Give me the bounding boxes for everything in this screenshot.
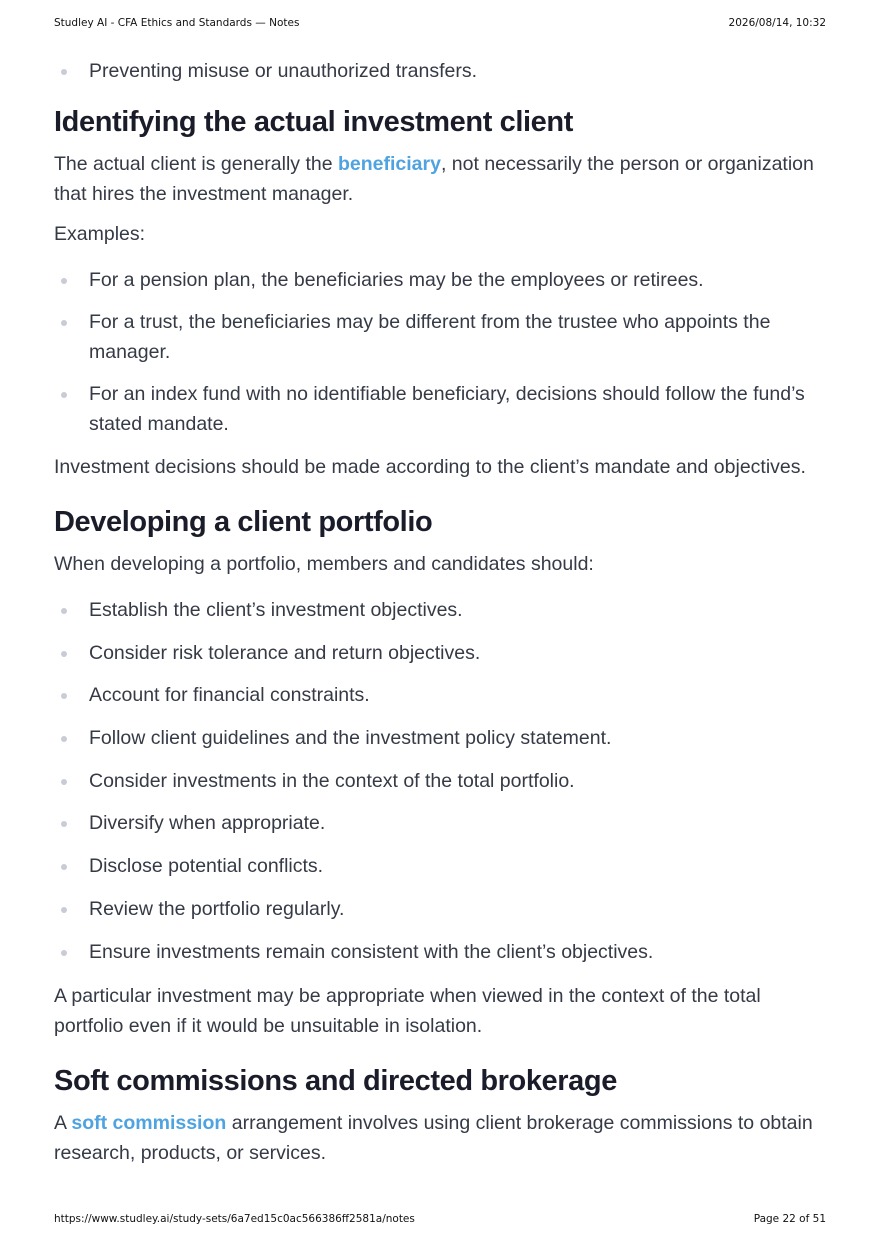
list-item-text: For a trust, the beneficiaries may be different from the trustee who appoints the manager. bbox=[89, 311, 771, 363]
list-item bbox=[54, 265, 826, 295]
bullet-dot-icon bbox=[61, 320, 67, 326]
list-item bbox=[54, 307, 826, 367]
print-header-title: Studley AI - CFA Ethics and Standards — Notes bbox=[54, 17, 300, 29]
list-item bbox=[54, 595, 826, 625]
list-item-text: For a pension plan, the beneficiaries may be the employees or retirees. bbox=[89, 269, 704, 291]
bullet-dot-icon bbox=[61, 693, 67, 699]
actual-client-closing: Investment decisions should be made according to the client’s mandate and objectives. bbox=[54, 456, 806, 478]
list-item bbox=[54, 638, 826, 668]
bullet-dot-icon bbox=[61, 864, 67, 870]
bullet-dot-icon bbox=[61, 950, 67, 956]
bullet-dot-icon bbox=[61, 651, 67, 657]
list-item-text: Review the portfolio regularly. bbox=[89, 897, 345, 920]
portfolio-closing: A particular investment may be appropriate when viewed in the context of the total portfolio even if it would be unsuitable in isolation. bbox=[54, 984, 761, 1037]
portfolio-intro: When developing a portfolio, members and candidates should: bbox=[54, 553, 594, 575]
list-item bbox=[54, 766, 826, 796]
list-item bbox=[54, 680, 826, 710]
notes-content bbox=[54, 56, 826, 1168]
bullet-dot-icon bbox=[61, 278, 67, 284]
portfolio-steps-list bbox=[54, 595, 826, 967]
examples-label: Examples: bbox=[54, 223, 146, 245]
bullet-dot-icon bbox=[61, 821, 67, 827]
section-heading-soft-commissions: Soft commissions and directed brokerage bbox=[54, 1064, 617, 1097]
print-header-datetime: 2026/08/14, 10:32 bbox=[728, 17, 826, 29]
list-item bbox=[54, 56, 826, 86]
bullet-dot-icon bbox=[61, 736, 67, 742]
list-item-text: Account for financial constraints. bbox=[89, 684, 370, 707]
paragraph-text: arrangement involves using client brokerage commissions to obtain research, products, or services. bbox=[54, 1111, 813, 1164]
continued-bullet-list bbox=[54, 56, 826, 86]
bullet-dot-icon bbox=[61, 608, 67, 614]
term-beneficiary[interactable]: beneficiary bbox=[338, 153, 441, 175]
list-item-text: Follow client guidelines and the investment policy statement. bbox=[89, 727, 612, 750]
list-item-text: Disclose potential conflicts. bbox=[89, 855, 324, 878]
bullet-dot-icon bbox=[61, 779, 67, 785]
soft-commission-paragraph bbox=[54, 1108, 826, 1168]
bullet-dot-icon bbox=[61, 69, 67, 75]
print-footer bbox=[54, 1212, 826, 1226]
list-item bbox=[54, 723, 826, 753]
print-footer-url: https://www.studley.ai/study-sets/6a7ed15c0ac566386ff2581a/notes bbox=[54, 1213, 415, 1225]
paragraph-text: A bbox=[54, 1111, 72, 1134]
list-item-text: Diversify when appropriate. bbox=[89, 812, 326, 835]
paragraph-text: The actual client is generally the bbox=[54, 153, 338, 175]
examples-list bbox=[54, 265, 826, 439]
bullet-dot-icon bbox=[61, 907, 67, 913]
list-item-text: Consider risk tolerance and return objectives. bbox=[89, 641, 481, 664]
list-item-text: Establish the client’s investment objectives. bbox=[89, 599, 463, 621]
list-item-text: Preventing misuse or unauthorized transfers. bbox=[89, 60, 478, 82]
term-soft-commission[interactable]: soft commission bbox=[71, 1111, 227, 1134]
section-heading-portfolio: Developing a client portfolio bbox=[54, 506, 433, 538]
section-heading-actual-client: Identifying the actual investment client bbox=[54, 106, 573, 138]
paragraph-text: , not necessarily the person or organization that hires the investment manager. bbox=[54, 153, 814, 205]
actual-client-paragraph bbox=[54, 149, 826, 209]
bullet-dot-icon bbox=[61, 392, 67, 398]
list-item bbox=[54, 808, 826, 838]
list-item bbox=[54, 894, 826, 924]
print-footer-page-number: Page 22 of 51 bbox=[753, 1213, 826, 1225]
print-header bbox=[54, 16, 826, 30]
list-item-text: Ensure investments remain consistent with the client’s objectives. bbox=[89, 940, 654, 963]
list-item bbox=[54, 379, 826, 439]
list-item bbox=[54, 851, 826, 881]
list-item-text: Consider investments in the context of the total portfolio. bbox=[89, 769, 575, 792]
list-item bbox=[54, 937, 826, 967]
list-item-text: For an index fund with no identifiable beneficiary, decisions should follow the fund’s stated mandate. bbox=[89, 383, 805, 435]
